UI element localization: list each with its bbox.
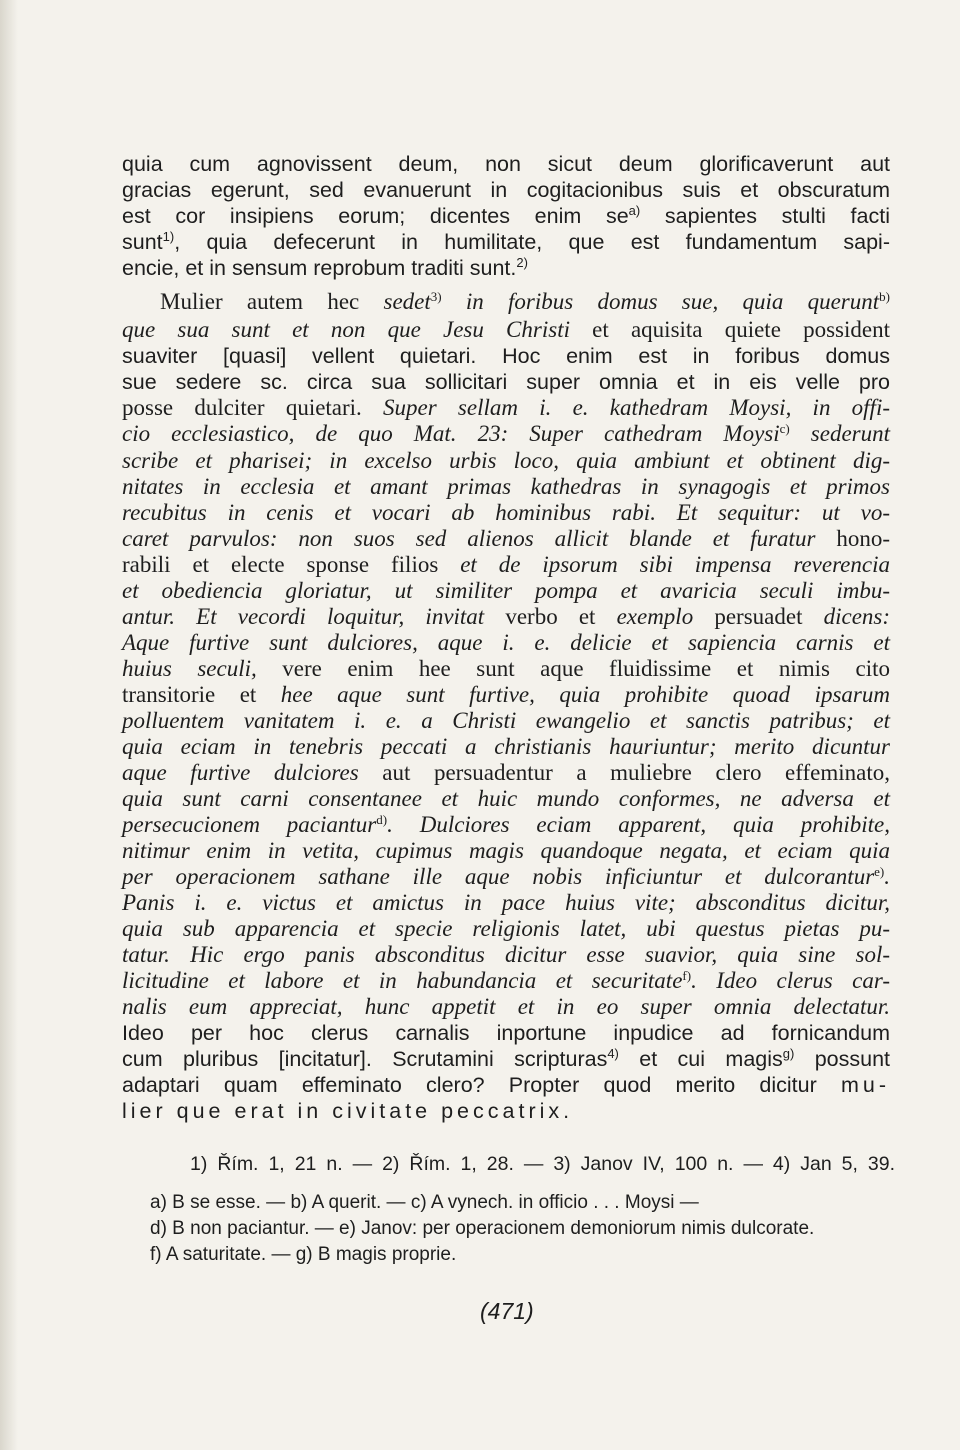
text-line [122,759,890,787]
text-run: Mulier autem hec [160,289,384,314]
text-line [122,655,890,683]
italic-run: Panis i. e. victus et amictus in pace huius vite; absconditus dicitur, [122,890,890,915]
text-run: cum pluribus [incitatur]. Scrutamini scripturas [122,1047,608,1071]
text-line [122,228,890,256]
text-run: quia cum agnovissent deum, non sicut deum glorificaverunt aut [122,152,890,176]
text-run: . [563,1099,570,1123]
text-line [122,889,890,917]
italic-run: . Dulciores eciam apparent, quia prohibite, [387,812,890,837]
italic-run: Super sellam i. e. kathedram Moysi, in offi- [383,395,890,420]
text-line [122,577,890,605]
italic-run: recubitus in cenis et vocari ab hominibus rabi. Et sequitur: ut vo- [122,500,890,525]
text-line [122,316,890,344]
text-run: rabili et electe sponse filios [122,552,461,577]
footnote-line-1: a) B se esse. — b) A querit. — c) A vynech. in officio . . . Moysi — [150,1192,699,1213]
text-line [122,420,890,448]
footnotes-numbered: 1) Řím. 1, 21 n. — 2) Řím. 1, 28. — 3) Janov IV, 100 n. — 4) Jan 5, 39. [190,1153,895,1175]
text-line [122,176,890,204]
italic-run: persecucionem paciantur [122,812,377,837]
text-line [122,811,890,839]
text-line [122,629,890,657]
text-line [122,967,890,995]
italic-run: quia sunt carni consentanee et huic mundo conformes, ne adversa et [122,786,890,811]
text-line [122,733,890,761]
text-run: encie, et in sensum reprobum traditi sunt. [122,256,517,280]
footnote-ref: 3) [430,289,442,304]
italic-run: caret parvulos: non suos sed alienos allicit blande et furatur [122,526,816,551]
text-line [122,1071,890,1099]
italic-run: in foribus domus sue, quia querunt [441,289,880,314]
footnote-ref: g) [782,1046,795,1061]
footnote-ref: f) [682,968,692,983]
italic-run: exemplo [616,604,694,629]
text-run: adaptari quam effeminato clero? Propter quod merito dicitur [122,1073,841,1097]
italic-run: dicens: [823,604,891,629]
italic-run: sedet [383,289,431,314]
text-run: transitorie et [122,682,281,707]
text-line [122,993,890,1021]
text-line [122,681,890,709]
text-run: gracias egerunt, sed evanuerunt in cogitacionibus suis et obscuratum [122,178,890,202]
text-line [160,288,890,316]
italic-run: antur. Et vecordi loquitur, invitat [122,604,485,629]
text-run: aut persuadentur a muliebre clero effeminato, [358,760,890,785]
italic-run: nitates in ecclesia et amant primas kathedras in synagogis et primos [122,474,890,499]
footnote-ref: 2) [516,255,528,270]
footnote-ref: 1) [162,229,175,244]
italic-run: nitimur enim in vetita, cupimus magis quandoque negata, et eciam quia [122,838,890,863]
page-edge-shadow [0,0,18,1450]
italic-run: nalis eum appreciat, hunc appetit et in eo super omnia delectatur. [122,994,890,1019]
italic-run: tatur. Hic ergo panis absconditus dicitur esse suavior, quia sine sol- [122,942,890,967]
spaced-run: lier que erat in civitate peccatrix [122,1099,564,1123]
text-run: Ideo per hoc clerus carnalis inportune inpudice ad fornicandum [122,1021,890,1045]
text-line [122,202,890,230]
text-line [122,603,890,631]
text-run: sue sedere sc. circa sua sollicitari super omnia et in eis velle pro [122,370,890,394]
italic-run: licitudine et labore et in habundancia et securitate [122,968,683,993]
footnote-ref: c) [779,421,790,436]
text-line [122,1097,890,1125]
italic-run: aque furtive dulciores [122,760,359,785]
spaced-run: mu- [840,1073,890,1097]
text-line [122,1045,890,1073]
footnote-ref: b) [879,289,890,304]
text-line [122,915,890,943]
text-line [122,525,890,553]
text-line [122,394,890,422]
italic-run: . Ideo clerus car- [691,968,891,993]
text-line [122,551,890,579]
italic-run: et obediencia gloriatur, ut similiter pompa et avaricia seculi imbu- [122,578,890,603]
text-line [122,447,890,475]
text-line [122,1019,890,1047]
footnote-ref: 4) [607,1046,619,1061]
footnote-ref: a) [628,203,641,218]
text-line [122,499,890,527]
text-run: et cui magis [618,1047,783,1071]
text-line [122,707,890,735]
text-run: vere enim hee sunt aque fluidissime et nimis cito [256,656,890,681]
text-line [122,941,890,969]
footnote-ref: d) [376,812,388,827]
footnote-line-2: d) B non paciantur. — e) Janov: per operacionem demoniorum nimis dulcorate. [150,1218,815,1239]
text-run: persuadet [693,604,824,629]
text-line [122,254,890,282]
text-run: et aquisita quiete possident [569,317,890,342]
footnote-line-3: f) A saturitate. — g) B magis proprie. [150,1244,457,1265]
text-run: suaviter [quasi] vellent quietari. Hoc enim est in foribus domus [122,344,890,368]
text-run: verbo et [484,604,617,629]
italic-run: per operacionem sathane ille aque nobis inficiuntur et dulcorantur [122,864,875,889]
text-line [122,863,890,891]
italic-run: huius seculi, [122,656,257,681]
italic-run: et de ipsorum sibi impensa reverencia [460,552,890,577]
italic-run: scribe et pharisei; in excelso urbis loco, quia ambiunt et obtinent dig- [122,448,890,473]
text-run: sapientes stulti facti [640,204,890,228]
page-number: (471) [480,1298,534,1324]
text-line [122,837,890,865]
text-line [122,473,890,501]
text-run: sunt [122,230,163,254]
italic-run: polluentem vanitatem i. e. a Christi ewangelio et sanctis patribus; et [122,708,890,733]
italic-run: quia eciam in tenebris peccati a christianis hauriuntur; merito dicuntur [122,734,890,759]
text-run: est cor insipiens eorum; dicentes enim se [122,204,629,228]
text-line [122,150,890,178]
footnote-ref: e) [874,864,885,879]
text-line [122,368,890,396]
text-run: possunt [794,1047,890,1071]
text-line [122,785,890,813]
text-line [122,342,890,370]
italic-run: . [884,864,890,889]
italic-run: quia sub apparencia et specie religionis latet, ubi questus pietas pu- [122,916,890,941]
text-run: , quia defecerunt in humilitate, que est fundamentum sapi- [174,230,890,254]
italic-run: cio ecclesiastico, de quo Mat. 23: Super cathedram Moysi [122,421,780,446]
text-run: hono- [815,526,890,551]
italic-run: hee aque sunt furtive, quia prohibite quoad ipsarum [280,682,890,707]
italic-run: sederunt [789,421,890,446]
italic-run: Aque furtive sunt dulciores, aque i. e. delicie et sapiencia carnis et [122,630,890,655]
text-run: posse dulciter quietari. [122,395,384,420]
italic-run: que sua sunt et non que Jesu Christi [122,317,570,342]
